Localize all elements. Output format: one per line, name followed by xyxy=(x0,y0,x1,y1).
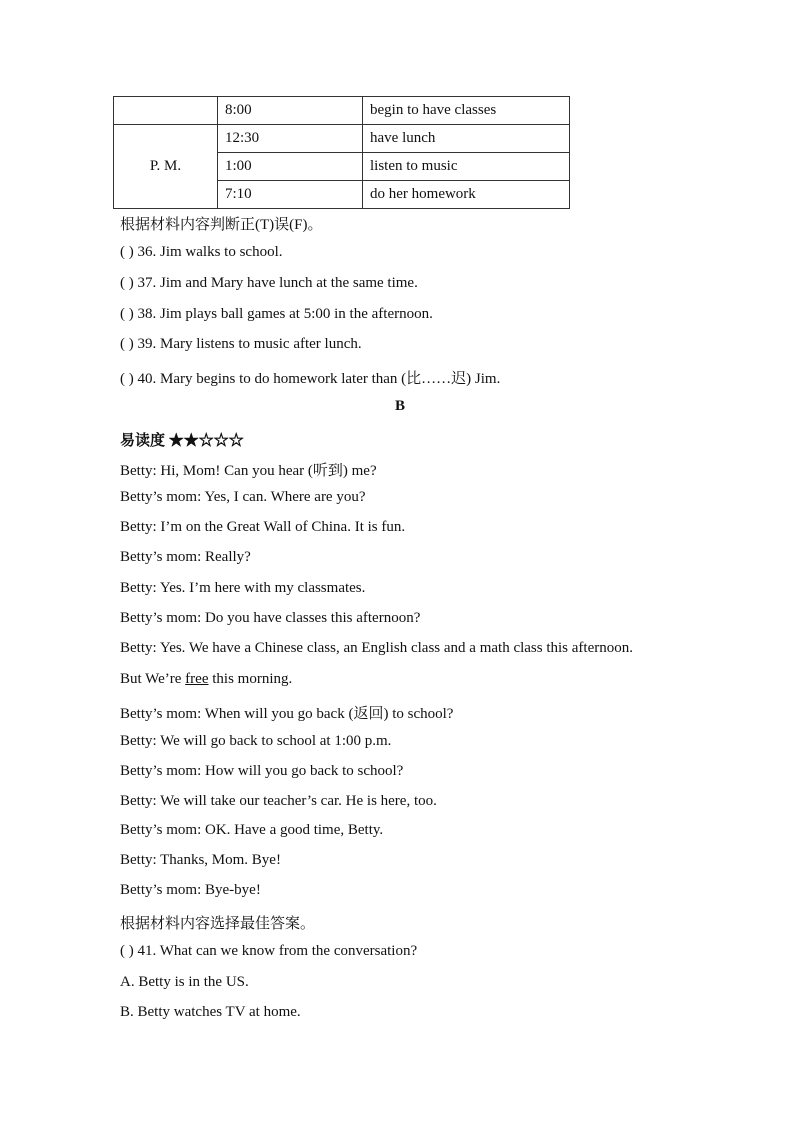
question-38: ( ) 38. Jim plays ball games at 5:00 in the afternoon. xyxy=(120,306,433,322)
question-39: ( ) 39. Mary listens to music after lunch. xyxy=(120,336,362,352)
table-row xyxy=(114,97,570,125)
time-cell: 7:10 xyxy=(218,181,363,209)
question-41: ( ) 41. What can we know from the conversation? xyxy=(120,943,418,959)
option-a: A. Betty is in the US. xyxy=(120,974,249,990)
section-heading: B xyxy=(394,398,405,414)
schedule-table xyxy=(113,96,570,209)
dialogue-line: Betty: Thanks, Mom. Bye! xyxy=(120,852,281,868)
dialogue-line: Betty: I’m on the Great Wall of China. It is fun. xyxy=(120,519,406,535)
period-cell xyxy=(114,97,218,125)
dialogue-line: Betty’s mom: Do you have classes this afternoon? xyxy=(120,610,421,626)
dialogue-line: Betty: We will go back to school at 1:00 p.m. xyxy=(120,733,392,749)
dialogue-line-free xyxy=(120,671,292,688)
activity-cell: begin to have classes xyxy=(363,97,570,125)
dialogue-line: Betty: Hi, Mom! Can you hear (听到) me? xyxy=(120,463,377,479)
question-37: ( ) 37. Jim and Mary have lunch at the same time. xyxy=(120,275,418,291)
dialogue-line: Betty: Yes. We have a Chinese class, an English class and a math class this afternoon. xyxy=(120,640,633,656)
activity-cell: have lunch xyxy=(363,125,570,153)
activity-cell: listen to music xyxy=(363,153,570,181)
text-span: But We’re xyxy=(120,671,186,687)
part-b-instruction: 根据材料内容选择最佳答案。 xyxy=(120,916,316,932)
question-36: ( ) 36. Jim walks to school. xyxy=(120,244,283,260)
question-40: ( ) 40. Mary begins to do homework later than (比……迟) Jim. xyxy=(120,371,501,387)
time-cell: 12:30 xyxy=(218,125,363,153)
time-cell: 1:00 xyxy=(218,153,363,181)
dialogue-line: Betty: We will take our teacher’s car. He is here, too. xyxy=(120,793,437,809)
activity-cell: do her homework xyxy=(363,181,570,209)
difficulty-rating: 易读度 ★★☆☆☆ xyxy=(120,433,244,449)
dialogue-line: Betty’s mom: OK. Have a good time, Betty. xyxy=(120,822,384,838)
dialogue-line: Betty’s mom: Really? xyxy=(120,549,251,565)
part-a-instruction: 根据材料内容判断正(T)误(F)。 xyxy=(120,217,323,233)
table-row xyxy=(114,125,570,153)
period-cell: P. M. xyxy=(114,125,218,209)
underlined-word: free xyxy=(185,671,209,687)
dialogue-line: Betty: Yes. I’m here with my classmates. xyxy=(120,580,366,596)
dialogue-line: Betty’s mom: Bye-bye! xyxy=(120,882,261,898)
dialogue-line: Betty’s mom: Yes, I can. Where are you? xyxy=(120,489,366,505)
time-cell: 8:00 xyxy=(218,97,363,125)
dialogue-line: Betty’s mom: When will you go back (返回) to school? xyxy=(120,706,454,722)
dialogue-line: Betty’s mom: How will you go back to school? xyxy=(120,763,404,779)
text-span: this morning. xyxy=(208,671,293,687)
option-b: B. Betty watches TV at home. xyxy=(120,1004,301,1020)
